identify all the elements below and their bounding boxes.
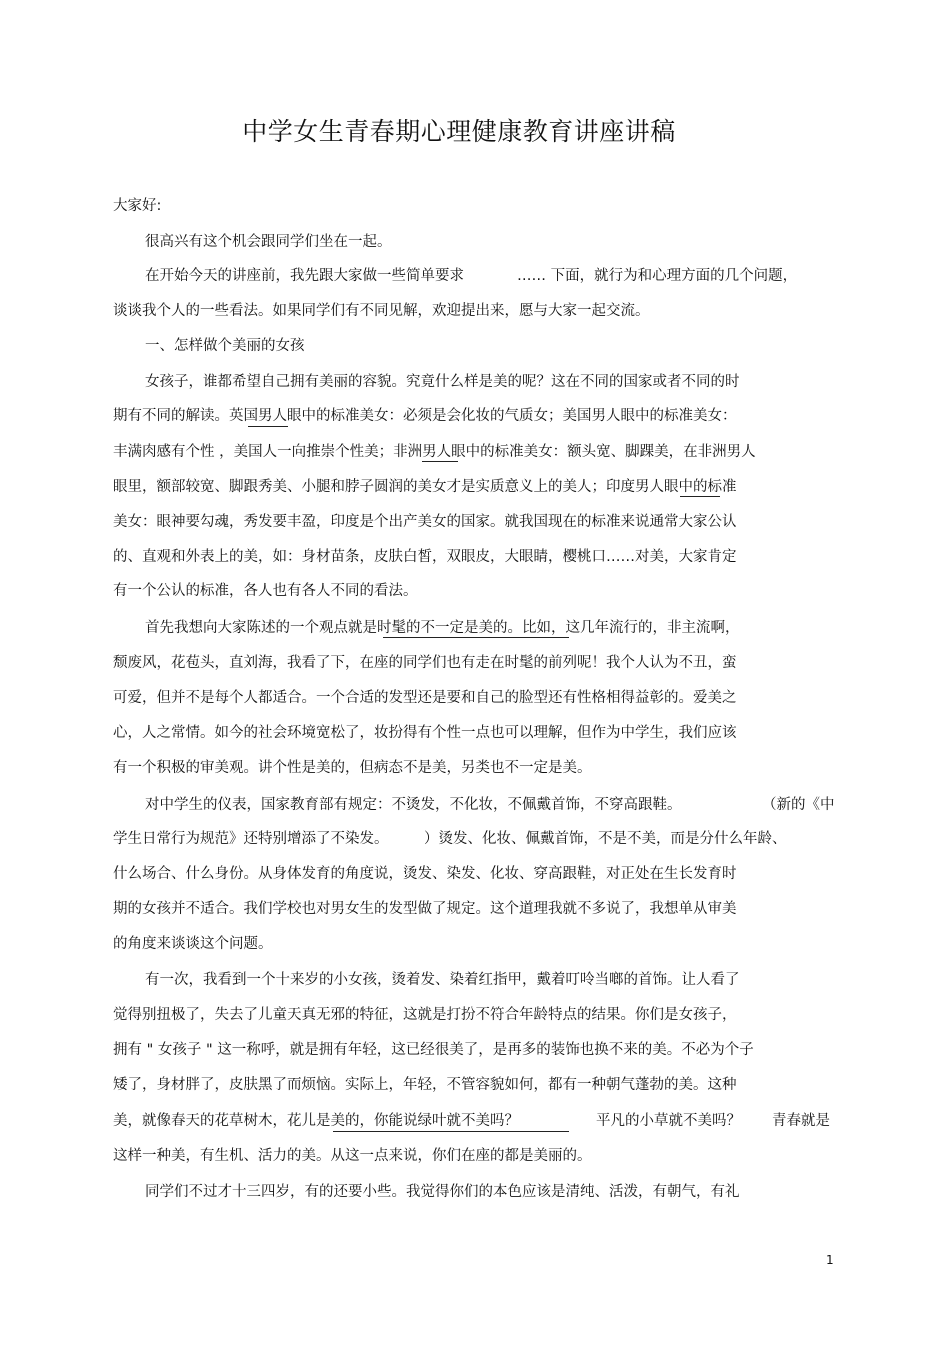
underline-mark — [333, 1131, 569, 1132]
paragraph-line: 有一个积极的审美观。讲个性是美的，但病态不是美，另类也不一定是美。 — [113, 760, 592, 776]
paragraph-line: 美，就像春天的花草树木，花儿是美的，你能说绿叶就不美吗？ — [113, 1113, 519, 1129]
paragraph-line: 平凡的小草就不美吗？ — [596, 1113, 741, 1129]
underline-mark — [383, 637, 569, 638]
paragraph-line: 青春就是 — [772, 1113, 830, 1129]
section-heading: 一、怎样做个美丽的女孩 — [145, 338, 305, 354]
underline-mark — [680, 496, 720, 497]
paragraph-line: 有一次，我看到一个十来岁的小女孩，烫着发、染着红指甲，戴着叮呤当啷的首饰。让人看了 — [145, 972, 740, 988]
page-number: 1 — [826, 1253, 834, 1267]
underline-mark — [422, 461, 458, 462]
paragraph-line: …… 下面，就行为和心理方面的几个问题， — [517, 268, 798, 284]
paragraph-line: 对中学生的仪表，国家教育部有规定：不烫发，不化妆，不佩戴首饰，不穿高跟鞋。 — [145, 797, 682, 813]
paragraph-line: 矮了，身材胖了，皮肤黑了而烦恼。实际上，年轻，不管容貌如何，都有一种朝气蓬勃的美。这种 — [113, 1077, 737, 1093]
paragraph-line: 拥有 " 女孩子 " 这一称呼，就是拥有年轻，这已经很美了，是再多的装饰也换不来的美。不必为个子 — [113, 1042, 754, 1058]
paragraph-line: 颓废风，花苞头，直刘海，我看了下，在座的同学们也有走在时髦的前列呢！我个人认为不丑，蛮 — [113, 655, 737, 671]
paragraph-line: 心，人之常情。如今的社会环境宽松了，妆扮得有个性一点也可以理解，但作为中学生，我们应该 — [113, 725, 737, 741]
paragraph-line: 首先我想向大家陈述的一个观点就是时髦的不一定是美的。比如，这几年流行的，非主流啊， — [145, 620, 740, 636]
underline-mark — [248, 426, 288, 427]
paragraph-line: 丰满肉感有个性 ，美国人一向推崇个性美；非洲男人眼中的标准美女：额头宽、脚踝美，在非洲男人 — [113, 444, 756, 460]
paragraph-line: 的角度来谈谈这个问题。 — [113, 936, 273, 952]
paragraph-line: 女孩子，谁都希望自己拥有美丽的容貌。究竟什么样是美的呢？这在不同的国家或者不同的时 — [145, 374, 740, 390]
paragraph-line: 期的女孩并不适合。我们学校也对男女生的发型做了规定。这个道理我就不多说了，我想单从审美 — [113, 901, 737, 917]
paragraph-line: 觉得别扭极了，失去了儿童天真无邪的特征，这就是打扮不符合年龄特点的结果。你们是女孩子， — [113, 1007, 737, 1023]
paragraph-line: 什么场合、什么身份。从身体发育的角度说，烫发、染发、化妆、穿高跟鞋，对正处在生长发育时 — [113, 866, 737, 882]
paragraph-line: 期有不同的解读。英国男人眼中的标准美女：必须是会化妆的气质女；美国男人眼中的标准美女： — [113, 408, 737, 424]
paragraph-line: ）烫发、化妆、佩戴首饰，不是不美，而是分什么年龄、 — [424, 831, 787, 847]
paragraph-line: 的、直观和外表上的美，如：身材苗条，皮肤白皙，双眼皮，大眼睛，樱桃口……对美，大家肯定 — [113, 549, 737, 565]
paragraph-line: 这样一种美，有生机、活力的美。从这一点来说，你们在座的都是美丽的。 — [113, 1148, 592, 1164]
paragraph-line: 眼里，额部较宽、脚跟秀美、小腿和脖子圆润的美女才是实质意义上的美人；印度男人眼中的标准 — [113, 479, 737, 495]
paragraph-line: 很高兴有这个机会跟同学们坐在一起。 — [145, 234, 392, 250]
paragraph-line: 同学们不过才十三四岁，有的还要小些。我觉得你们的本色应该是清纯、活泼，有朝气，有礼 — [145, 1184, 740, 1200]
paragraph-line: 在开始今天的讲座前，我先跟大家做一些简单要求 — [145, 268, 464, 284]
paragraph-line: 美女：眼神要勾魂，秀发要丰盈，印度是个出产美女的国家。就我国现在的标准来说通常大家公认 — [113, 514, 737, 530]
paragraph-line: 谈谈我个人的一些看法。如果同学们有不同见解，欢迎提出来，愿与大家一起交流。 — [113, 303, 650, 319]
paragraph-line: 有一个公认的标准，各人也有各人不同的看法。 — [113, 583, 418, 599]
greeting-line: 大家好: — [113, 198, 162, 214]
paragraph-line: （新的《中 — [762, 797, 835, 813]
document-title: 中学女生青春期心理健康教育讲座讲稿 — [242, 117, 676, 146]
paragraph-line: 学生日常行为规范》还特别增添了不染发。 — [113, 831, 389, 847]
paragraph-line: 可爱，但并不是每个人都适合。一个合适的发型还是要和自己的脸型还有性格相得益彰的。爱美之 — [113, 690, 737, 706]
